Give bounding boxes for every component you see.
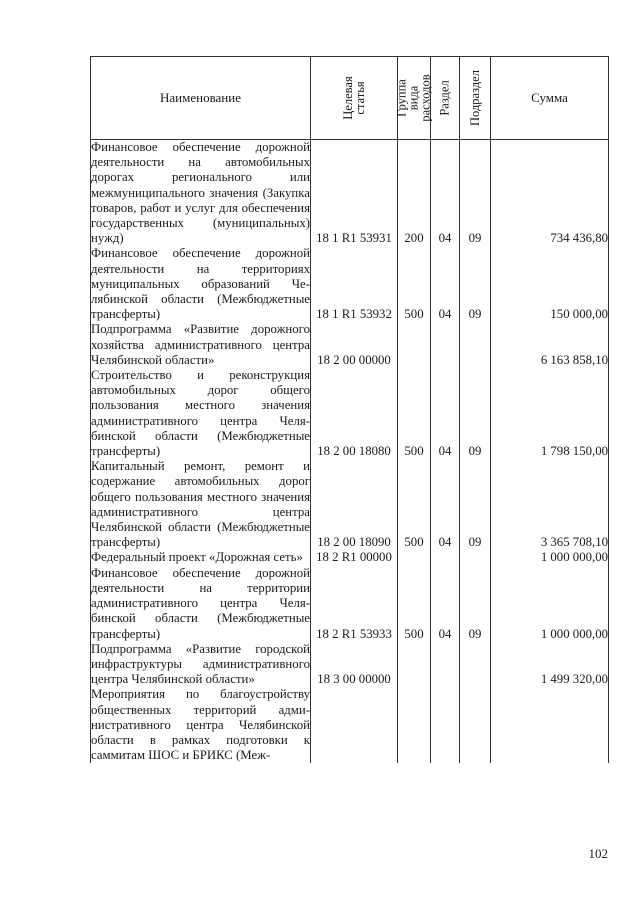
- row-sum: 1 000 000,00: [491, 566, 609, 642]
- row-name: Финансовое обеспечение дорожной деятельности на территориях муниципальных образований Челябинской области (Межбюджетные трансферты): [91, 246, 310, 322]
- row-section: 04: [431, 459, 460, 550]
- row-name: Федеральный проект «Дорожная сеть»: [91, 550, 311, 565]
- row-sum: 150 000,00: [491, 246, 609, 322]
- row-target: 18 2 00 00000: [311, 322, 398, 368]
- row-target: 18 1 R1 53931: [311, 140, 398, 247]
- header-sum: Сумма: [491, 57, 609, 140]
- row-target: 18 3 00 00000: [311, 642, 398, 688]
- row-target: 18 2 00 18080: [311, 368, 398, 459]
- header-name: Наименование: [91, 57, 311, 140]
- row-sum: 734 436,80: [491, 140, 609, 247]
- budget-table: [90, 56, 609, 763]
- row-section: [431, 322, 460, 368]
- table-row: [91, 550, 609, 565]
- row-sum: 3 365 708,10: [491, 459, 609, 550]
- row-name: Мероприятия по благоустройству общественных территорий административного центра Челябинской области в рамках подготовки к саммитам ШОС и БРИКС (Меж-: [91, 687, 310, 763]
- page-number: 102: [588, 846, 608, 861]
- header-target: Целевая статья: [311, 57, 398, 140]
- table-row: [91, 687, 609, 763]
- row-name: Финансовое обеспечение дорожной деятельности на территории административного центра Челябинской области (Межбюджетные трансферты): [91, 565, 310, 641]
- row-subsection: 09: [460, 566, 491, 642]
- row-sum: 1 798 150,00: [491, 368, 609, 459]
- row-group: 500: [398, 368, 431, 459]
- row-section: [431, 687, 460, 763]
- row-target: 18 1 R1 53932: [311, 246, 398, 322]
- row-sum: [491, 687, 609, 763]
- row-subsection: 09: [460, 459, 491, 550]
- row-subsection: [460, 642, 491, 688]
- table-row: [91, 140, 609, 247]
- row-name: Финансовое обеспечение дорожной деятельности на автомобильных дорогах регионального или межмуниципального значения (Закупка товаров, работ и услуг для обеспечения государственных (муниципальных) нужд): [91, 140, 310, 246]
- row-section: 04: [431, 246, 460, 322]
- row-target: 18 2 R1 00000: [311, 550, 398, 565]
- row-target: [311, 687, 398, 763]
- row-subsection: 09: [460, 140, 491, 247]
- header-group: Группа вида расходов: [398, 57, 431, 140]
- table-row: [91, 566, 609, 642]
- row-group: [398, 642, 431, 688]
- row-name: Подпрограмма «Развитие городской инфраструктуры административного центра Челябинской области»: [91, 641, 310, 687]
- row-subsection: [460, 322, 491, 368]
- table-row: [91, 368, 609, 459]
- row-group: 500: [398, 566, 431, 642]
- row-target: 18 2 R1 53933: [311, 566, 398, 642]
- table-header-row: [91, 57, 609, 140]
- table-row: [91, 459, 609, 550]
- header-subsection: Подраздел: [460, 57, 491, 140]
- row-group: [398, 322, 431, 368]
- row-subsection: [460, 687, 491, 763]
- row-name: Строительство и реконструкция автомобильных дорог общего пользования местного значения административного центра Челябинской области (Межбюджетные трансферты): [91, 368, 310, 459]
- row-sum: 1 499 320,00: [491, 642, 609, 688]
- row-section: [431, 550, 460, 565]
- row-name: Подпрограмма «Развитие дорожного хозяйства административного центра Челябинской области»: [91, 322, 310, 367]
- row-subsection: [460, 550, 491, 565]
- table-row: [91, 322, 609, 368]
- row-group: [398, 687, 431, 763]
- row-sum: 1 000 000,00: [491, 550, 609, 565]
- row-group: 500: [398, 246, 431, 322]
- row-subsection: 09: [460, 246, 491, 322]
- table-row: [91, 642, 609, 688]
- header-section: Раздел: [431, 57, 460, 140]
- row-subsection: 09: [460, 368, 491, 459]
- row-name: Капитальный ремонт, ремонт и содержание автомобильных дорог общего пользования местного значения административного центра Челябинской области (Межбюджетные трансферты): [91, 459, 310, 550]
- row-section: 04: [431, 140, 460, 247]
- row-section: 04: [431, 368, 460, 459]
- table-row: [91, 246, 609, 322]
- row-sum: 6 163 858,10: [491, 322, 609, 368]
- row-section: 04: [431, 566, 460, 642]
- row-group: 500: [398, 459, 431, 550]
- row-group: 200: [398, 140, 431, 247]
- row-group: [398, 550, 431, 565]
- row-section: [431, 642, 460, 688]
- row-target: 18 2 00 18090: [311, 459, 398, 550]
